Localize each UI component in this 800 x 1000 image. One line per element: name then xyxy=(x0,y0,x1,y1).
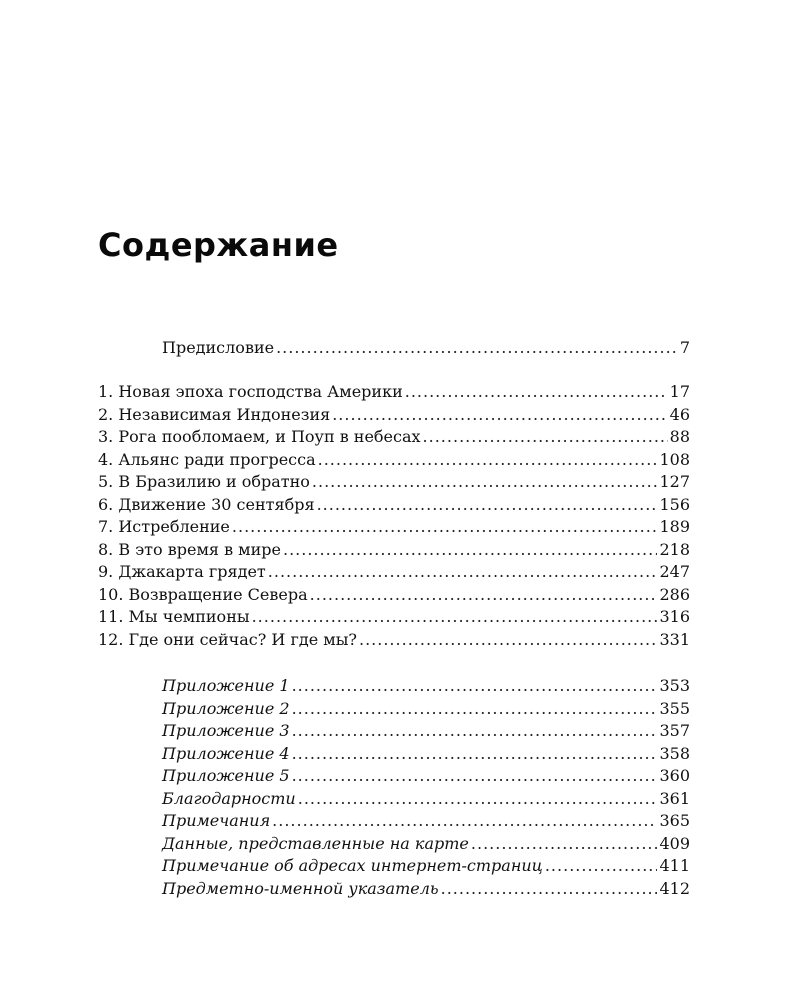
toc-appendix-section xyxy=(162,675,690,900)
dot-leader xyxy=(292,698,658,721)
toc-entry-chapter-1 xyxy=(98,381,690,404)
toc-entry-label: Приложение 5 xyxy=(162,766,290,785)
dot-leader xyxy=(310,584,658,607)
toc-entry-notes xyxy=(162,810,690,833)
dot-leader xyxy=(232,516,658,539)
dot-leader xyxy=(292,675,658,698)
toc-entry-label: 11. Мы чемпионы xyxy=(98,607,250,626)
toc-entry-label: 10. Возвращение Севера xyxy=(98,584,308,604)
toc-entry-chapter-7 xyxy=(98,516,690,539)
dot-leader xyxy=(359,629,657,652)
dot-leader xyxy=(283,539,657,562)
dot-leader xyxy=(441,878,658,901)
toc-entry-label: 8. В это время в мире xyxy=(98,539,281,559)
toc-entry-page: 361 xyxy=(659,788,690,808)
toc-entry-page: 360 xyxy=(659,766,690,785)
toc-entry-label: Приложение 2 xyxy=(162,698,290,718)
toc-entry-appendix-2 xyxy=(162,698,690,721)
toc-entry-chapter-6 xyxy=(98,494,690,517)
toc-entry-appendix-5 xyxy=(162,765,690,788)
toc-entry-page: 108 xyxy=(659,449,690,469)
toc-chapters-section xyxy=(98,381,690,651)
toc-entry-appendix-3 xyxy=(162,720,690,743)
toc-entry-label: Приложение 1 xyxy=(162,676,290,695)
toc-entry-acknowledgements xyxy=(162,788,690,811)
toc-entry-page: 17 xyxy=(669,382,690,401)
toc-entry-page: 365 xyxy=(659,811,690,830)
dot-leader xyxy=(405,381,668,404)
toc-entry-web-note xyxy=(162,855,690,878)
toc-entry-chapter-12 xyxy=(98,629,690,652)
toc-entry-page: 357 xyxy=(659,721,690,740)
toc-entry-page: 127 xyxy=(659,472,690,491)
toc-entry-preface xyxy=(162,337,690,360)
toc-entry-page: 189 xyxy=(659,517,690,536)
dot-leader xyxy=(292,765,658,788)
dot-leader xyxy=(545,855,658,878)
toc-entry-chapter-10 xyxy=(98,584,690,607)
toc-entry-page: 412 xyxy=(659,878,690,898)
toc-preface-section xyxy=(162,337,690,360)
toc-entry-page: 286 xyxy=(659,584,690,604)
toc-entry-label: 5. В Бразилию и обратно xyxy=(98,472,310,491)
toc-entry-page: 247 xyxy=(659,562,690,581)
toc-entry-chapter-11 xyxy=(98,606,690,629)
toc-entry-index xyxy=(162,878,690,901)
toc-entry-chapter-9 xyxy=(98,561,690,584)
toc-entry-label: Приложение 4 xyxy=(162,743,290,763)
toc-entry-page: 218 xyxy=(659,539,690,559)
toc-entry-page: 409 xyxy=(659,833,690,853)
toc-entry-label: Предметно-именной указатель xyxy=(162,878,439,898)
toc-entry-page: 411 xyxy=(659,856,690,875)
toc-entry-label: 4. Альянс ради прогресса xyxy=(98,449,316,469)
toc-entry-page: 88 xyxy=(669,427,690,446)
toc-entry-page: 331 xyxy=(659,629,690,649)
dot-leader xyxy=(252,606,658,629)
dot-leader xyxy=(292,743,658,766)
toc-entry-page: 316 xyxy=(659,607,690,626)
toc-entry-label: Данные, представленные на карте xyxy=(162,833,469,853)
toc-entry-label: Предисловие xyxy=(162,338,275,357)
toc-entry-appendix-4 xyxy=(162,743,690,766)
toc-entry-chapter-8 xyxy=(98,539,690,562)
toc-entry-appendix-1 xyxy=(162,675,690,698)
toc-entry-chapter-5 xyxy=(98,471,690,494)
toc-entry-label: Примечания xyxy=(162,811,271,830)
toc-entry-chapter-2 xyxy=(98,404,690,427)
toc-entry-label: 2. Независимая Индонезия xyxy=(98,404,331,424)
dot-leader xyxy=(312,471,658,494)
toc-entry-label: 7. Истребление xyxy=(98,517,230,536)
dot-leader xyxy=(423,426,668,449)
dot-leader xyxy=(276,337,678,360)
dot-leader xyxy=(268,561,658,584)
toc-entry-label: 6. Движение 30 сентября xyxy=(98,494,315,514)
toc-entry-label: 9. Джакарта грядет xyxy=(98,562,266,581)
toc-entry-label: Приложение 3 xyxy=(162,721,290,740)
dot-leader xyxy=(298,788,658,811)
toc-entry-page: 46 xyxy=(669,404,690,424)
toc-entry-chapter-4 xyxy=(98,449,690,472)
dot-leader xyxy=(318,449,658,472)
toc-entry-page: 355 xyxy=(659,698,690,718)
page-title: Содержание xyxy=(98,226,339,264)
toc-entry-label: Примечание об адресах интернет-страниц xyxy=(162,856,543,875)
dot-leader xyxy=(292,720,658,743)
toc-entry-map-data xyxy=(162,833,690,856)
toc-entry-label: Благодарности xyxy=(162,788,296,808)
toc-entry-page: 353 xyxy=(659,676,690,695)
toc-entry-chapter-3 xyxy=(98,426,690,449)
toc-entry-label: 1. Новая эпоха господства Америки xyxy=(98,382,403,401)
toc-entry-label: 3. Рога пообломаем, и Поуп в небесах xyxy=(98,427,421,446)
dot-leader xyxy=(332,404,667,427)
dot-leader xyxy=(317,494,658,517)
toc-entry-page: 156 xyxy=(659,494,690,514)
dot-leader xyxy=(471,833,658,856)
dot-leader xyxy=(272,810,657,833)
toc-entry-page: 358 xyxy=(659,743,690,763)
toc-entry-page: 7 xyxy=(679,338,690,357)
toc-entry-label: 12. Где они сейчас? И где мы? xyxy=(98,629,357,649)
